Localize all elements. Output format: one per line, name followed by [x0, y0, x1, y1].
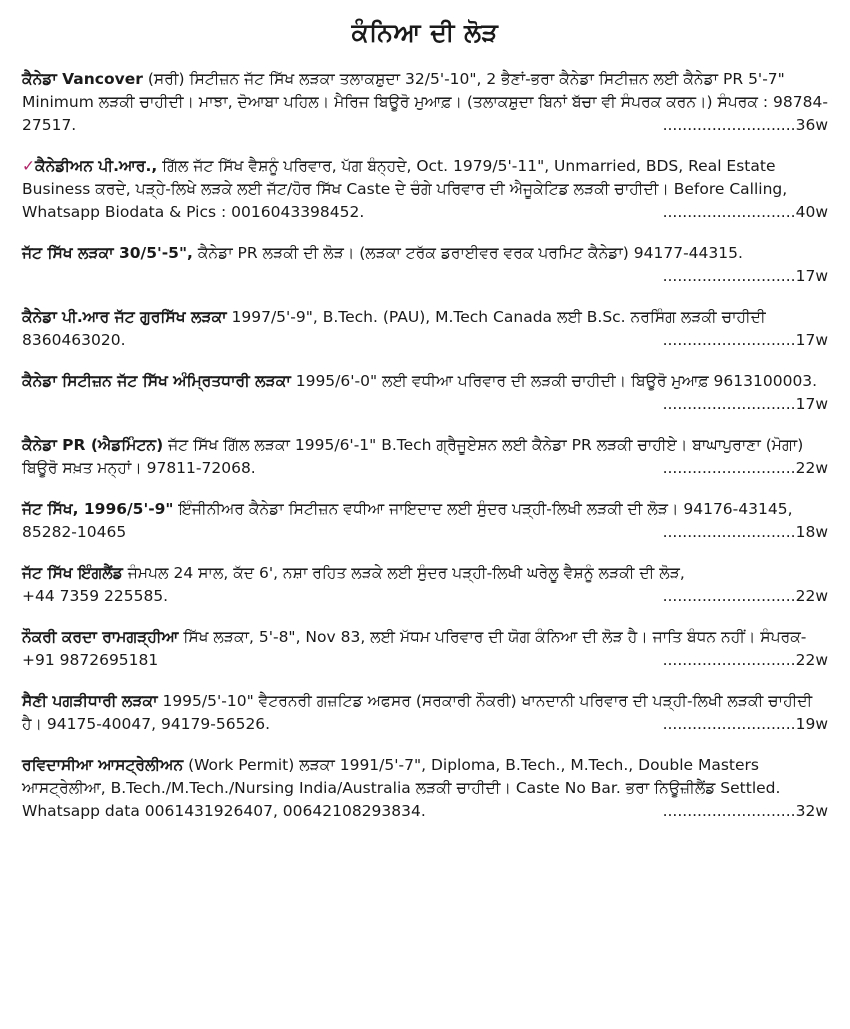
- ads-list: [22, 68, 828, 823]
- ad-text: [22, 562, 828, 585]
- ad-body: 1995/5'-10" ਵੈਟਰਨਰੀ ਗਜ਼ਟਿਡ ਅਫਸਰ (ਸਰਕਾਰੀ ਨੌਕਰੀ) ਖਾਨਦਾਨੀ ਪਰਿਵਾਰ ਦੀ ਪੜ੍ਹੀ-ਲਿਖੀ ਲੜਕੀ ਚਾਹੀਦੀ: [157, 692, 813, 710]
- ad-text: [22, 498, 828, 521]
- ad-entry: [22, 626, 828, 672]
- ad-contact: Whatsapp Biodata & Pics : 0016043398452.: [22, 203, 365, 221]
- ad-footer-line: [22, 114, 828, 137]
- ad-headline: ਕੈਨੇਡਾ Vancover: [22, 70, 143, 88]
- ad-footer-line: [22, 649, 828, 672]
- ad-text: [22, 434, 828, 457]
- ad-separator: [22, 544, 828, 562]
- ad-code: ...........................17w: [662, 267, 828, 285]
- ad-entry: [22, 68, 828, 137]
- ad-entry: [22, 306, 828, 352]
- ad-footer-line: [22, 800, 828, 823]
- ad-separator: [22, 480, 828, 498]
- ad-contact: ਬਿਊਰੋ ਸਖ਼ਤ ਮਨ੍ਹਾਂ। 97811-72068.: [22, 459, 256, 477]
- ad-contact: 27517.: [22, 116, 77, 134]
- ad-text: [22, 754, 828, 800]
- ad-entry: [22, 690, 828, 736]
- ad-headline: ਸੈਣੀ ਪਗੜੀਧਾਰੀ ਲੜਕਾ: [22, 692, 158, 710]
- ad-code: ...........................22w: [662, 459, 828, 477]
- ad-text: [22, 242, 828, 265]
- ad-entry: [22, 242, 828, 288]
- ad-separator: [22, 608, 828, 626]
- ad-code: ...........................40w: [662, 203, 828, 221]
- ad-body: ਜੱਟ ਸਿੱਖ ਗਿੱਲ ਲੜਕਾ 1995/6'-1" B.Tech ਗ੍ਰੈਜੂਏਸ਼ਨ ਲਈ ਕੈਨੇਡਾ PR ਲੜਕੀ ਚਾਹੀਏ। ਬਾਘਾਪੁਰਾਣਾ (ਮੋਗਾ): [163, 436, 804, 454]
- ad-contact: 85282-10465: [22, 523, 127, 541]
- ad-separator: [22, 352, 828, 370]
- ad-body: (ਸਰੀ) ਸਿਟੀਜ਼ਨ ਜੱਟ ਸਿੱਖ ਲੜਕਾ ਤਲਾਕਸ਼ੁਦਾ 32/5'-10", 2 ਭੈਣਾਂ-ਭਰਾ ਕੈਨੇਡਾ ਸਿਟੀਜ਼ਨ ਲਈ ਕੈਨੇਡਾ PR 5'-7" Minimum ਲੜਕੀ ਚਾਹੀਦੀ। ਮਾਝਾ, ਦੋਆਬਾ ਪਹਿਲ। ਮੈਰਿਜ ਬਿਊਰੋ ਮੁਆਫ਼। (ਤਲਾਕਸ਼ੁਦਾ ਬਿਨਾਂ ਬੱਚਾ ਵੀ ਸੰਪਰਕ ਕਰਨ।) ਸੰਪਰਕ : 98784-: [22, 70, 828, 111]
- ad-code: ...........................32w: [662, 802, 828, 820]
- ad-footer-line: [22, 457, 828, 480]
- ad-entry: [22, 434, 828, 480]
- ad-footer-line: [22, 585, 828, 608]
- ad-code: ...........................19w: [662, 715, 828, 733]
- ad-footer-line: [22, 521, 828, 544]
- ad-separator: [22, 224, 828, 242]
- ad-text: [22, 306, 828, 329]
- ad-code: ...........................18w: [662, 523, 828, 541]
- ad-contact: Whatsapp data 0061431926407, 00642108293834.: [22, 802, 426, 820]
- ad-headline: ਜੱਟ ਸਿੱਖ, 1996/5'-9": [22, 500, 174, 518]
- ad-body: (Work Permit) ਲੜਕਾ 1991/5'-7", Diploma, B.Tech., M.Tech., Double Masters ਆਸਟ੍ਰੇਲੀਆ, B.Tech./M.Tech./Nursing India/Australia ਲੜਕੀ ਚਾਹੀਦੀ। Caste No Bar. ਭਰਾ ਨਿਊਜ਼ੀਲੈਂਡ Settled.: [22, 756, 781, 797]
- ad-footer-line: [22, 201, 828, 224]
- ad-body: ਗਿੱਲ ਜੱਟ ਸਿੱਖ ਵੈਸ਼ਨੂੰ ਪਰਿਵਾਰ, ਪੱਗ ਬੰਨ੍ਹਦੇ, Oct. 1979/5'-11", Unmarried, BDS, Real Estate Business ਕਰਦੇ, ਪੜ੍ਹੇ-ਲਿਖੇ ਲੜਕੇ ਲਈ ਜੱਟ/ਹੋਰ ਸਿੱਖ Caste ਦੇ ਚੰਗੇ ਪਰਿਵਾਰ ਦੀ ਐਜੂਕੇਟਿਡ ਲੜਕੀ ਚਾਹੀਦੀ। Before Calling,: [22, 157, 788, 198]
- ad-headline: ਜੱਟ ਸਿੱਖ ਇੰਗਲੈਂਡ: [22, 564, 123, 582]
- ad-text: [22, 155, 828, 201]
- ad-code: ...........................22w: [662, 587, 828, 605]
- ad-headline: ਜੱਟ ਸਿੱਖ ਲੜਕਾ 30/5'-5",: [22, 244, 193, 262]
- ad-headline: ਕੈਨੇਡੀਅਨ ਪੀ.ਆਰ.,: [35, 157, 158, 175]
- ad-text: [22, 626, 828, 649]
- ad-headline: ਕੈਨੇਡਾ PR (ਐਡਮਿੰਟਨ): [22, 436, 164, 454]
- ad-contact: 8360463020.: [22, 331, 126, 349]
- ad-headline: ਕੈਨੇਡਾ ਪੀ.ਆਰ ਜੱਟ ਗੁਰਸਿੱਖ ਲੜਕਾ: [22, 308, 227, 326]
- ad-contact: ਹੈ। 94175-40047, 94179-56526.: [22, 715, 271, 733]
- ad-body: 1997/5'-9", B.Tech. (PAU), M.Tech Canada ਲਈ B.Sc. ਨਰਸਿੰਗ ਲੜਕੀ ਚਾਹੀਦੀ: [226, 308, 766, 326]
- ad-code: ...........................17w: [662, 331, 828, 349]
- ad-entry: [22, 754, 828, 823]
- ad-code: ...........................36w: [662, 116, 828, 134]
- ad-separator: [22, 672, 828, 690]
- ad-entry: [22, 370, 828, 416]
- ad-contact: +44 7359 225585.: [22, 587, 169, 605]
- ad-contact: +91 9872695181: [22, 651, 159, 669]
- ad-headline: ਨੌਕਰੀ ਕਰਦਾ ਰਾਮਗੜ੍ਹੀਆ: [22, 628, 179, 646]
- ad-body: ਸਿੱਖ ਲੜਕਾ, 5'-8", Nov 83, ਲਈ ਮੱਧਮ ਪਰਿਵਾਰ ਦੀ ਯੋਗ ਕੰਨਿਆ ਦੀ ਲੋੜ ਹੈ। ਜਾਤਿ ਬੰਧਨ ਨਹੀਂ। ਸੰਪਰਕ-: [178, 628, 807, 646]
- ad-separator: [22, 288, 828, 306]
- ad-code: ...........................17w: [662, 395, 828, 413]
- ad-text: [22, 68, 828, 114]
- ad-footer-line: [22, 393, 828, 416]
- ad-separator: [22, 137, 828, 155]
- ad-entry: [22, 498, 828, 544]
- ad-footer-line: [22, 329, 828, 352]
- ad-headline: ਰਵਿਦਾਸੀਆ ਆਸਟ੍ਰੇਲੀਅਨ: [22, 756, 184, 774]
- ad-footer-line: [22, 713, 828, 736]
- ad-body: ਜੰਮਪਲ 24 ਸਾਲ, ਕੱਦ 6', ਨਸ਼ਾ ਰਹਿਤ ਲੜਕੇ ਲਈ ਸੁੰਦਰ ਪੜ੍ਹੀ-ਲਿਖੀ ਘਰੇਲੂ ਵੈਸ਼ਨੂੰ ਲੜਕੀ ਦੀ ਲੋੜ,: [122, 564, 685, 582]
- ad-text: [22, 370, 828, 393]
- ad-separator: [22, 416, 828, 434]
- ad-body: ਇੰਜੀਨੀਅਰ ਕੈਨੇਡਾ ਸਿਟੀਜ਼ਨ ਵਧੀਆ ਜਾਇਦਾਦ ਲਈ ਸੁੰਦਰ ਪੜ੍ਹੀ-ਲਿਖੀ ਲੜਕੀ ਦੀ ਲੋੜ। 94176-43145,: [173, 500, 793, 518]
- ad-footer-line: [22, 265, 828, 288]
- check-mark-icon: ✓: [22, 157, 35, 175]
- page-title: ਕੰਨਿਆ ਦੀ ਲੋੜ: [351, 18, 499, 47]
- ad-entry: [22, 562, 828, 608]
- ad-body: 1995/6'-0" ਲਈ ਵਧੀਆ ਪਰਿਵਾਰ ਦੀ ਲੜਕੀ ਚਾਹੀਦੀ। ਬਿਊਰੋ ਮੁਆਫ਼ 9613100003.: [290, 372, 818, 390]
- ad-body: ਕੈਨੇਡਾ PR ਲੜਕੀ ਦੀ ਲੋੜ। (ਲੜਕਾ ਟਰੱਕ ਡਰਾਈਵਰ ਵਰਕ ਪਰਮਿਟ ਕੈਨੇਡਾ) 94177-44315.: [192, 244, 743, 262]
- ad-headline: ਕੈਨੇਡਾ ਸਿਟੀਜ਼ਨ ਜੱਟ ਸਿੱਖ ਅੰਮ੍ਰਿਤਧਾਰੀ ਲੜਕਾ: [22, 372, 291, 390]
- ad-entry: [22, 155, 828, 224]
- ad-separator: [22, 736, 828, 754]
- ad-text: [22, 690, 828, 713]
- ad-code: ...........................22w: [662, 651, 828, 669]
